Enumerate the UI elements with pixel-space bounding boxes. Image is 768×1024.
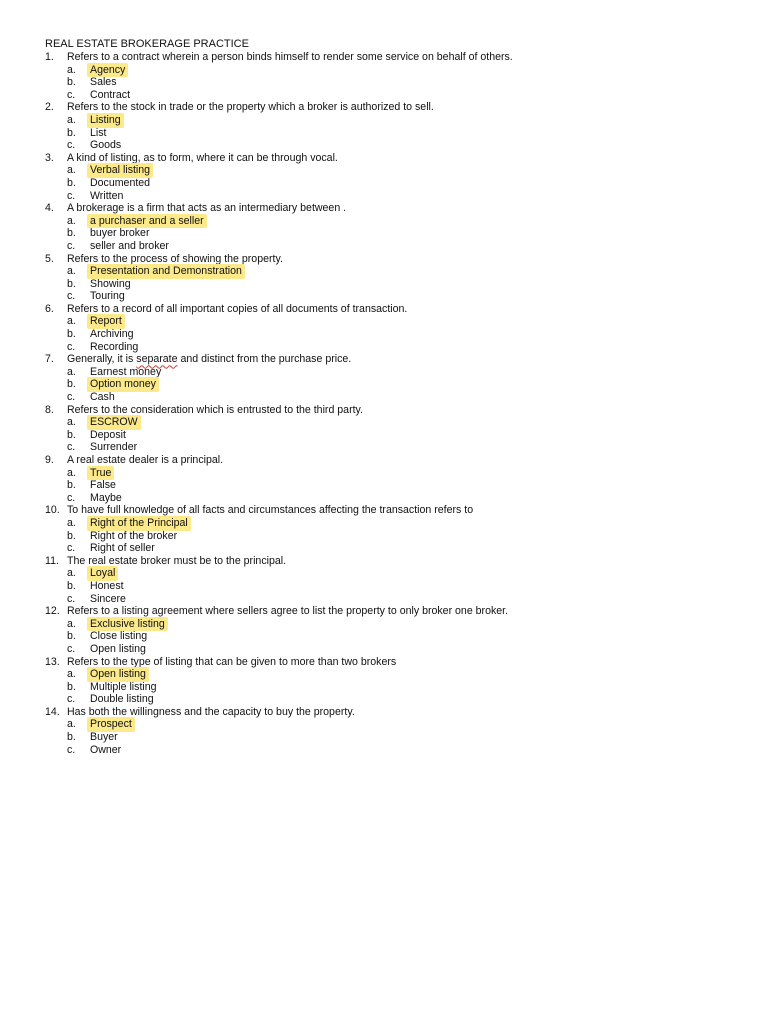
highlighted-answer: Verbal listing xyxy=(87,163,153,178)
answer-option xyxy=(45,718,735,731)
question-item xyxy=(45,605,735,655)
question-number: 7. xyxy=(45,353,54,366)
question-text: To have full knowledge of all facts and circumstances affecting the transaction refers to xyxy=(67,504,474,517)
question-line xyxy=(45,454,735,467)
question-text: A brokerage is a firm that acts as an intermediary between . xyxy=(67,202,347,215)
question-text xyxy=(67,353,351,366)
question-number: 1. xyxy=(45,51,54,63)
highlighted-answer: Prospect xyxy=(87,717,135,732)
question-line xyxy=(45,656,735,669)
highlighted-answer: Right of the Principal xyxy=(87,516,191,531)
option-text: Recording xyxy=(90,340,139,353)
highlighted-answer: a purchaser and a seller xyxy=(87,214,207,229)
answer-option xyxy=(45,492,735,505)
answer-option xyxy=(45,441,735,454)
question-line xyxy=(45,353,735,366)
document-body xyxy=(45,37,735,756)
option-text: Maybe xyxy=(90,491,122,504)
question-text: Refers to a record of all important copies of all documents of transaction. xyxy=(67,302,408,315)
highlighted-answer: Open listing xyxy=(87,667,149,682)
option-letter: c. xyxy=(67,491,76,504)
option-text: Showing xyxy=(90,277,131,290)
question-number: 11. xyxy=(45,554,59,567)
option-letter: a. xyxy=(67,164,76,177)
option-letter: c. xyxy=(67,743,76,756)
answer-option xyxy=(45,114,735,127)
answer-option xyxy=(45,517,735,530)
option-text: Surrender xyxy=(90,441,138,454)
option-letter: c. xyxy=(67,693,76,706)
option-text: Owner xyxy=(90,743,122,756)
option-letter: b. xyxy=(67,176,76,189)
question-item xyxy=(45,504,735,554)
option-letter: b. xyxy=(67,277,76,290)
option-text: Right of the broker xyxy=(90,529,178,542)
answer-option xyxy=(45,479,735,492)
option-letter: c. xyxy=(67,542,76,555)
question-item xyxy=(45,152,735,202)
option-letter: b. xyxy=(67,479,76,492)
option-letter: a. xyxy=(67,466,76,479)
answer-option xyxy=(45,744,735,757)
option-text: Sales xyxy=(90,76,117,89)
question-item xyxy=(45,51,735,101)
question-line xyxy=(45,303,735,316)
answer-option xyxy=(45,429,735,442)
option-text: Contract xyxy=(90,88,131,101)
question-text: Refers to the process of showing the property. xyxy=(67,252,283,265)
answer-option xyxy=(45,240,735,253)
highlighted-answer: Listing xyxy=(87,113,124,128)
option-letter: c. xyxy=(67,441,76,454)
answer-option xyxy=(45,643,735,656)
question-number: 9. xyxy=(45,454,54,466)
highlighted-answer: True xyxy=(87,466,114,481)
answer-option xyxy=(45,64,735,77)
answer-option xyxy=(45,542,735,555)
question-text: Refers to the consideration which is entrusted to the third party. xyxy=(67,403,363,416)
question-number: 10. xyxy=(45,504,60,517)
answer-option xyxy=(45,391,735,404)
option-letter: a. xyxy=(67,516,76,529)
option-letter: a. xyxy=(67,265,76,278)
option-text: seller and broker xyxy=(90,239,169,252)
highlighted-answer: Presentation and Demonstration xyxy=(87,264,245,279)
answer-option xyxy=(45,265,735,278)
option-letter: a. xyxy=(67,113,76,126)
option-text: Sincere xyxy=(90,592,126,605)
question-line xyxy=(45,51,735,64)
answer-option xyxy=(45,378,735,391)
answer-option xyxy=(45,630,735,643)
option-letter: c. xyxy=(67,189,76,202)
option-letter: b. xyxy=(67,126,76,139)
option-letter: a. xyxy=(67,668,76,681)
answer-option xyxy=(45,567,735,580)
question-text-part: Generally, it is xyxy=(67,353,137,366)
question-item xyxy=(45,253,735,303)
option-letter: a. xyxy=(67,365,76,378)
option-letter: b. xyxy=(67,227,76,240)
option-text: Documented xyxy=(90,176,151,189)
option-letter: b. xyxy=(67,378,76,391)
answer-option xyxy=(45,416,735,429)
question-number: 2. xyxy=(45,101,54,114)
answer-option xyxy=(45,190,735,203)
highlighted-answer: ESCROW xyxy=(87,415,141,430)
option-text: Double listing xyxy=(90,693,154,706)
option-text: Touring xyxy=(90,290,125,303)
question-text: The real estate broker must be to the principal. xyxy=(67,554,287,567)
highlighted-answer: Exclusive listing xyxy=(87,617,168,632)
option-letter: b. xyxy=(67,428,76,441)
answer-option xyxy=(45,693,735,706)
option-letter: c. xyxy=(67,139,76,152)
highlighted-answer: Loyal xyxy=(87,566,118,581)
option-letter: a. xyxy=(67,567,76,580)
answer-option xyxy=(45,315,735,328)
option-letter: c. xyxy=(67,239,76,252)
question-number: 3. xyxy=(45,151,54,164)
question-line xyxy=(45,555,735,568)
option-letter: a. xyxy=(67,617,76,630)
option-text: Open listing xyxy=(90,642,146,655)
question-item xyxy=(45,454,735,504)
option-text: Multiple listing xyxy=(90,680,157,693)
option-letter: a. xyxy=(67,718,76,731)
spellcheck-underline: separate xyxy=(136,353,178,366)
option-text: Cash xyxy=(90,391,115,404)
question-text-part: and distinct from the purchase price. xyxy=(177,353,352,366)
option-text: Right of seller xyxy=(90,542,155,555)
answer-option xyxy=(45,467,735,480)
option-letter: b. xyxy=(67,731,76,744)
question-item xyxy=(45,101,735,151)
option-letter: b. xyxy=(67,680,76,693)
highlighted-answer: Agency xyxy=(87,63,128,78)
option-letter: a. xyxy=(67,416,76,429)
option-text: Archiving xyxy=(90,328,134,341)
answer-option xyxy=(45,668,735,681)
option-text: Deposit xyxy=(90,428,126,441)
question-text: Has both the willingness and the capacity to buy the property. xyxy=(67,705,355,718)
option-letter: c. xyxy=(67,88,76,101)
question-item xyxy=(45,202,735,252)
question-item xyxy=(45,303,735,353)
question-text: A real estate dealer is a principal. xyxy=(67,454,224,466)
question-text: Refers to the type of listing that can be given to more than two brokers xyxy=(67,655,397,668)
question-item xyxy=(45,555,735,605)
question-line xyxy=(45,404,735,417)
question-number: 5. xyxy=(45,252,54,265)
option-text: Close listing xyxy=(90,630,148,643)
question-line xyxy=(45,101,735,114)
question-item xyxy=(45,404,735,454)
option-letter: c. xyxy=(67,592,76,605)
option-letter: b. xyxy=(67,328,76,341)
answer-option xyxy=(45,328,735,341)
question-text: Refers to a listing agreement where sellers agree to list the property to only broker one broker. xyxy=(67,605,509,618)
question-text: Refers to a contract wherein a person binds himself to render some service on behalf of others. xyxy=(67,51,513,63)
question-list xyxy=(45,51,735,756)
option-letter: a. xyxy=(67,63,76,76)
question-text: Refers to the stock in trade or the property which a broker is authorized to sell. xyxy=(67,101,434,114)
answer-option xyxy=(45,127,735,140)
question-number: 8. xyxy=(45,403,54,416)
answer-option xyxy=(45,139,735,152)
question-item xyxy=(45,353,735,403)
question-item xyxy=(45,706,735,756)
answer-option xyxy=(45,177,735,190)
option-letter: c. xyxy=(67,391,76,404)
option-letter: a. xyxy=(67,214,76,227)
option-text: Earnest money xyxy=(90,365,162,378)
option-letter: b. xyxy=(67,76,76,89)
option-text: Honest xyxy=(90,579,124,592)
option-text: False xyxy=(90,479,116,492)
answer-option xyxy=(45,89,735,102)
answer-option xyxy=(45,593,735,606)
option-letter: c. xyxy=(67,340,76,353)
question-number: 4. xyxy=(45,202,54,215)
option-letter: b. xyxy=(67,630,76,643)
question-number: 14. xyxy=(45,705,60,718)
question-line xyxy=(45,605,735,618)
highlighted-answer: Option money xyxy=(87,377,159,392)
question-number: 6. xyxy=(45,302,54,315)
option-letter: b. xyxy=(67,579,76,592)
question-line xyxy=(45,202,735,215)
option-letter: b. xyxy=(67,529,76,542)
option-text: List xyxy=(90,126,107,139)
answer-option xyxy=(45,76,735,89)
option-letter: c. xyxy=(67,642,76,655)
page-title: REAL ESTATE BROKERAGE PRACTICE xyxy=(45,38,249,50)
option-text: Buyer xyxy=(90,731,118,744)
answer-option xyxy=(45,290,735,303)
answer-option xyxy=(45,580,735,593)
question-text: A kind of listing, as to form, where it can be through vocal. xyxy=(67,151,338,164)
question-item xyxy=(45,656,735,706)
answer-option xyxy=(45,731,735,744)
option-text: Goods xyxy=(90,139,122,152)
question-number: 12. xyxy=(45,605,60,618)
question-line xyxy=(45,706,735,719)
option-text: Written xyxy=(90,189,124,202)
option-text: buyer broker xyxy=(90,227,150,240)
highlighted-answer: Report xyxy=(87,314,125,329)
option-letter: a. xyxy=(67,315,76,328)
question-number: 13. xyxy=(45,655,60,668)
answer-option xyxy=(45,278,735,291)
option-letter: c. xyxy=(67,290,76,303)
answer-option xyxy=(45,341,735,354)
